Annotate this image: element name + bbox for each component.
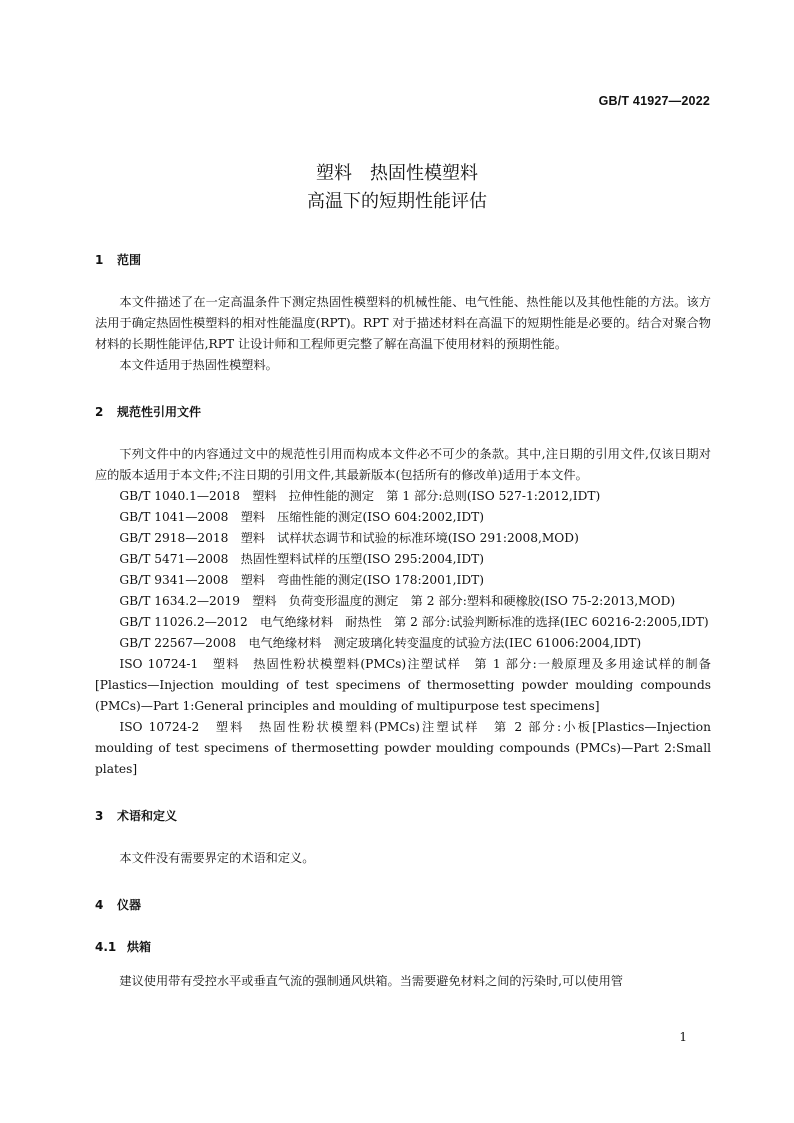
- section-number: 3: [95, 809, 104, 823]
- reference-item: GB/T 5471—2008 热固性塑料试样的压塑(ISO 295:2004,IDT): [119, 552, 484, 566]
- section-title: 术语和定义: [117, 809, 178, 823]
- oven-paragraph: 建议使用带有受控水平或垂直气流的强制通风烘箱。当需要避免材料之间的污染时,可以使用管: [119, 974, 623, 988]
- title-line-2: 高温下的短期性能评估: [307, 191, 487, 212]
- scope-applicability: 本文件适用于热固性模塑料。: [119, 358, 278, 372]
- section-4-heading: [95, 895, 711, 915]
- subsection-4-1-heading: [95, 937, 711, 957]
- document-body: [95, 250, 711, 992]
- reference-item: GB/T 1041—2008 塑料 压缩性能的测定(ISO 604:2002,IDT): [119, 510, 484, 524]
- reference-item: GB/T 11026.2—2012 电气绝缘材料 耐热性 第 2 部分:试验判断标准的选择(IEC 60216-2:2005,IDT): [119, 615, 709, 629]
- reference-item: GB/T 1634.2—2019 塑料 负荷变形温度的测定 第 2 部分:塑料和硬橡胶(ISO 75-2:2013,MOD): [119, 594, 676, 608]
- standard-number: GB/T 41927—2022: [598, 94, 710, 108]
- subsection-number: 4.1: [95, 940, 117, 954]
- reference-item: GB/T 1040.1—2018 塑料 拉伸性能的测定 第 1 部分:总则(ISO 527-1:2012,IDT): [119, 489, 601, 503]
- scope-paragraph: 本文件描述了在一定高温条件下测定热固性模塑料的机械性能、电气性能、热性能以及其他性能的方法。该方法用于确定热固性模塑料的相对性能温度(RPT)。RPT 对于描述材料在高温下的短期性能是必要的。结合对聚合物材料的长期性能评估,RPT 让设计师和工程师更完整了解在高温下使用材料的预期性能。: [95, 295, 711, 351]
- section-3-heading: [95, 806, 711, 826]
- reference-item: GB/T 9341—2008 塑料 弯曲性能的测定(ISO 178:2001,IDT): [119, 573, 484, 587]
- section-number: 4: [95, 898, 104, 912]
- reference-item: GB/T 2918—2018 塑料 试样状态调节和试验的标准环境(ISO 291:2008,MOD): [119, 531, 579, 545]
- section-number: 1: [95, 253, 104, 267]
- page-number: 1: [679, 1030, 687, 1044]
- section-title: 范围: [117, 253, 142, 267]
- section-number: 2: [95, 405, 104, 419]
- title-line-1: 塑料 热固性模塑料: [316, 163, 478, 184]
- section-title: 仪器: [117, 898, 142, 912]
- reference-item: ISO 10724-2 塑料 热固性粉状模塑料(PMCs)注塑试样 第 2 部分:小板[Plastics—Injection moulding of test specimens of thermosetting powder moulding compounds (PMCs)—Part 2:Small plates]: [95, 720, 711, 776]
- references-intro: 下列文件中的内容通过文中的规范性引用而构成本文件必不可少的条款。其中,注日期的引用文件,仅该日期对应的版本适用于本文件;不注日期的引用文件,其最新版本(包括所有的修改单)适用于本文件。: [95, 447, 711, 482]
- terms-paragraph: 本文件没有需要界定的术语和定义。: [119, 851, 315, 865]
- reference-item: GB/T 22567—2008 电气绝缘材料 测定玻璃化转变温度的试验方法(IEC 61006:2004,IDT): [119, 636, 642, 650]
- section-1-heading: [95, 250, 711, 270]
- subsection-title: 烘箱: [127, 940, 152, 954]
- section-title: 规范性引用文件: [117, 405, 202, 419]
- section-2-heading: [95, 402, 711, 422]
- reference-item: ISO 10724-1 塑料 热固性粉状模塑料(PMCs)注塑试样 第 1 部分:一般原理及多用途试样的制备[Plastics—Injection moulding of test specimens of thermosetting powder moulding compounds (PMCs)—Part 1:General principles and moulding of multipurpose test specimens]: [95, 657, 711, 713]
- document-title: [0, 160, 794, 216]
